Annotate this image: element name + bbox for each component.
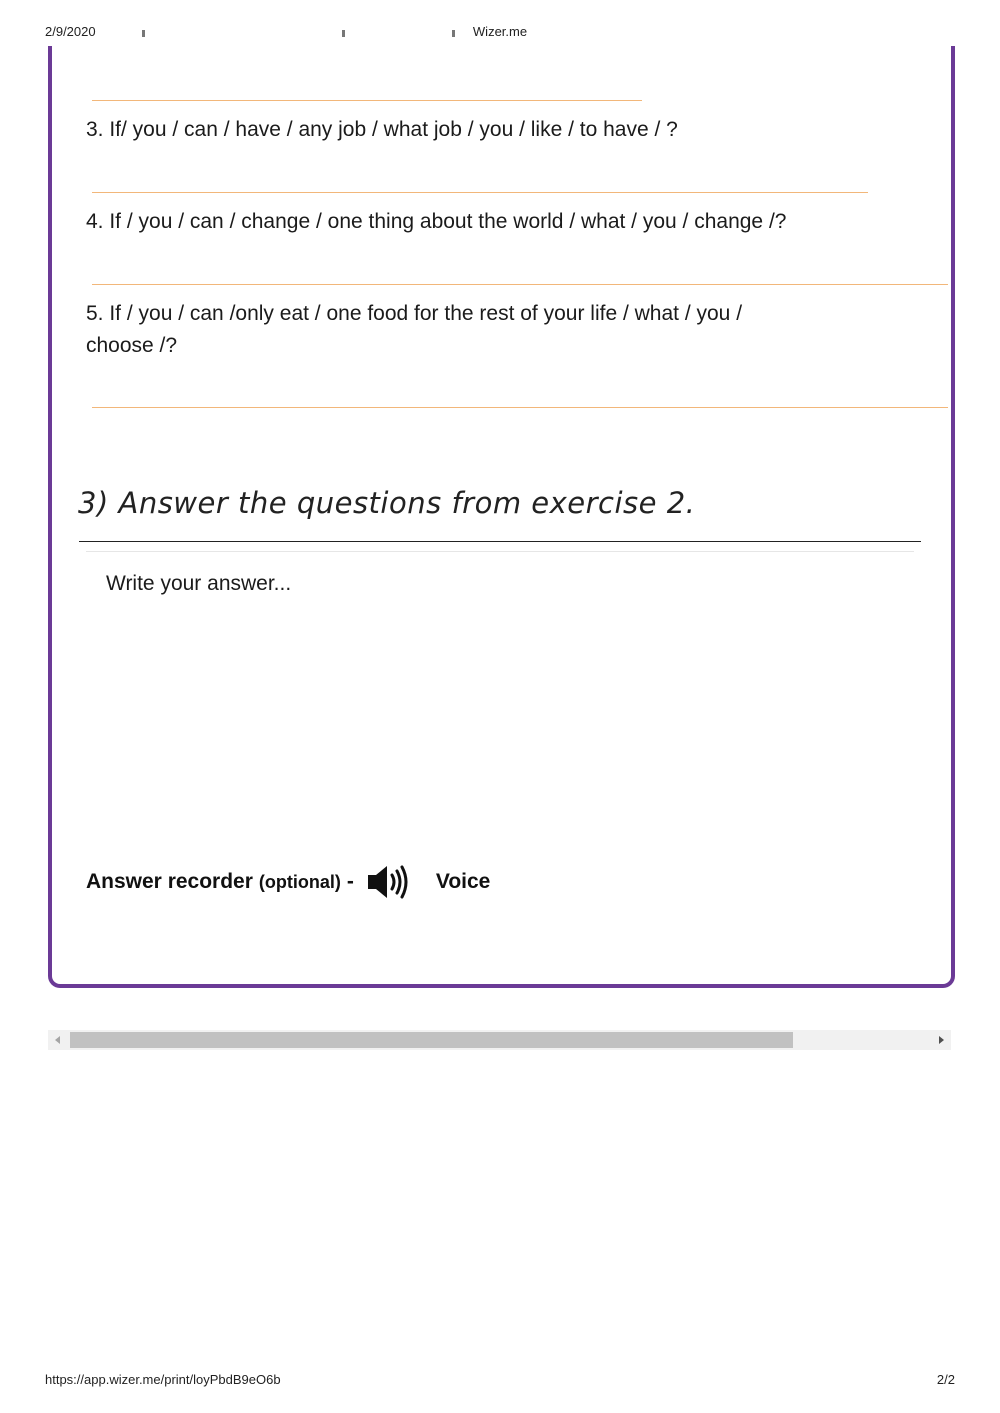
print-site-title: Wizer.me — [472, 24, 528, 39]
recorder-separator: - — [346, 870, 354, 893]
print-url: https://app.wizer.me/print/loyPbdB9eO6b — [45, 1372, 281, 1387]
scrollbar-thumb[interactable] — [70, 1032, 793, 1048]
voice-record-button[interactable]: Voice — [435, 870, 491, 893]
section-3-title: 3) Answer the questions from exercise 2. — [78, 486, 696, 520]
scroll-right-arrow-icon[interactable] — [931, 1030, 951, 1050]
recorder-optional-note: (optional) — [258, 871, 341, 892]
question-4: 4. If / you / can / change / one thing about the world / what / you / change /? — [86, 210, 787, 233]
question-5-line-1: 5. If / you / can /only eat / one food for the rest of your life / what / you / — [86, 302, 743, 325]
clipped-previous-line — [80, 30, 500, 40]
print-date: 2/9/2020 — [45, 24, 96, 39]
recorder-label: Answer recorder — [86, 870, 253, 893]
answer-recorder — [86, 862, 490, 902]
question-5 — [86, 298, 742, 362]
section-divider — [79, 541, 921, 542]
answer-line-q2[interactable] — [92, 100, 642, 101]
question-5-line-2: choose /? — [86, 334, 178, 357]
page-number: 2/2 — [936, 1372, 955, 1387]
print-footer — [45, 1372, 955, 1388]
answer-textarea[interactable] — [86, 558, 914, 808]
answer-box-top-border — [86, 551, 914, 552]
question-3: 3. If/ you / can / have / any job / what job / you / like / to have / ? — [86, 118, 678, 141]
answer-line-q3[interactable] — [92, 192, 868, 193]
scroll-left-arrow-icon[interactable] — [48, 1030, 68, 1050]
answer-line-q4[interactable] — [92, 284, 948, 285]
horizontal-scrollbar[interactable] — [48, 1030, 951, 1050]
speaker-icon[interactable] — [366, 862, 412, 902]
answer-line-q5[interactable] — [92, 407, 948, 408]
